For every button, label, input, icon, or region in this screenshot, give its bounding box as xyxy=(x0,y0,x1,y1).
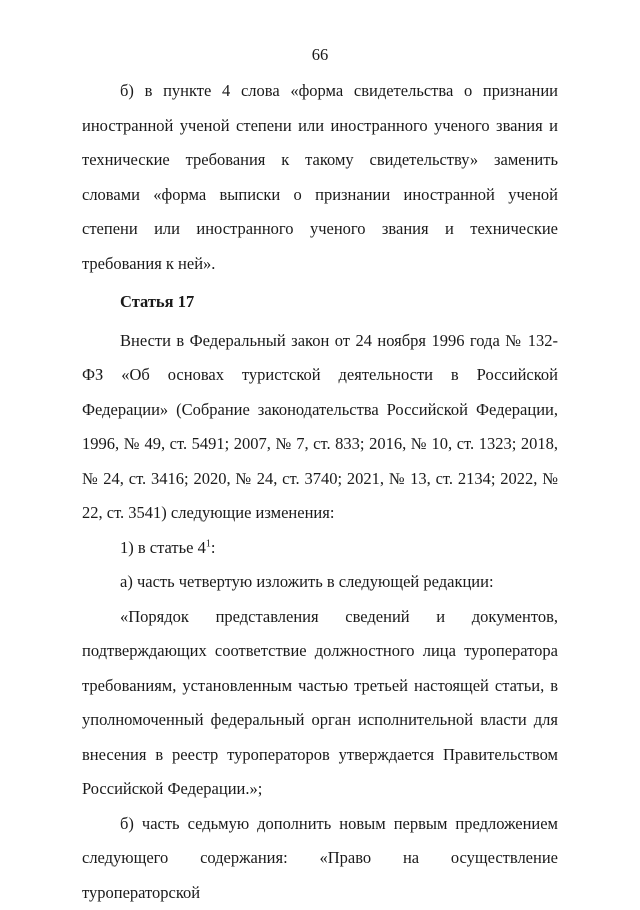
article-heading: Статья 17 xyxy=(82,285,558,320)
document-body xyxy=(82,74,558,910)
item-1-superscript: 1 xyxy=(206,538,211,549)
paragraph-item-1 xyxy=(82,531,558,566)
paragraph-new-wording: «Порядок представления сведений и документов, подтверждающих соответствие должностного лица туроператора требованиям, установленным частью третьей настоящей статьи, в уполномоченный федеральный орган исполнительной власти для внесения в реестр туроператоров утверждается Правительством Российской Федерации.»; xyxy=(82,600,558,807)
paragraph-subitem-b: б) часть седьмую дополнить новым первым предложением следующего содержания: «Право на осуществление туроператорской xyxy=(82,807,558,910)
paragraph-subitem-a: а) часть четвертую изложить в следующей редакции: xyxy=(82,565,558,600)
paragraph-article-intro: Внести в Федеральный закон от 24 ноября 1996 года № 132-ФЗ «Об основах туристской деятельности в Российской Федерации» (Собрание законодательства Российской Федерации, 1996, № 49, ст. 5491; 2007, № 7, ст. 833; 2016, № 10, ст. 1323; 2018, № 24, ст. 3416; 2020, № 24, ст. 3740; 2021, № 13, ст. 2134; 2022, № 22, ст. 3541) следующие изменения: xyxy=(82,324,558,531)
item-1-text: 1) в статье 4 xyxy=(120,538,206,557)
page-number: 66 xyxy=(0,45,640,65)
paragraph-amendment-b: б) в пункте 4 слова «форма свидетельства о признании иностранной ученой степени или иностранного ученого звания и технические требования к такому свидетельству» заменить словами «форма выписки о признании иностранной ученой степени или иностранного ученого звания и технические требования к ней». xyxy=(82,74,558,281)
item-1-colon: : xyxy=(211,538,216,557)
